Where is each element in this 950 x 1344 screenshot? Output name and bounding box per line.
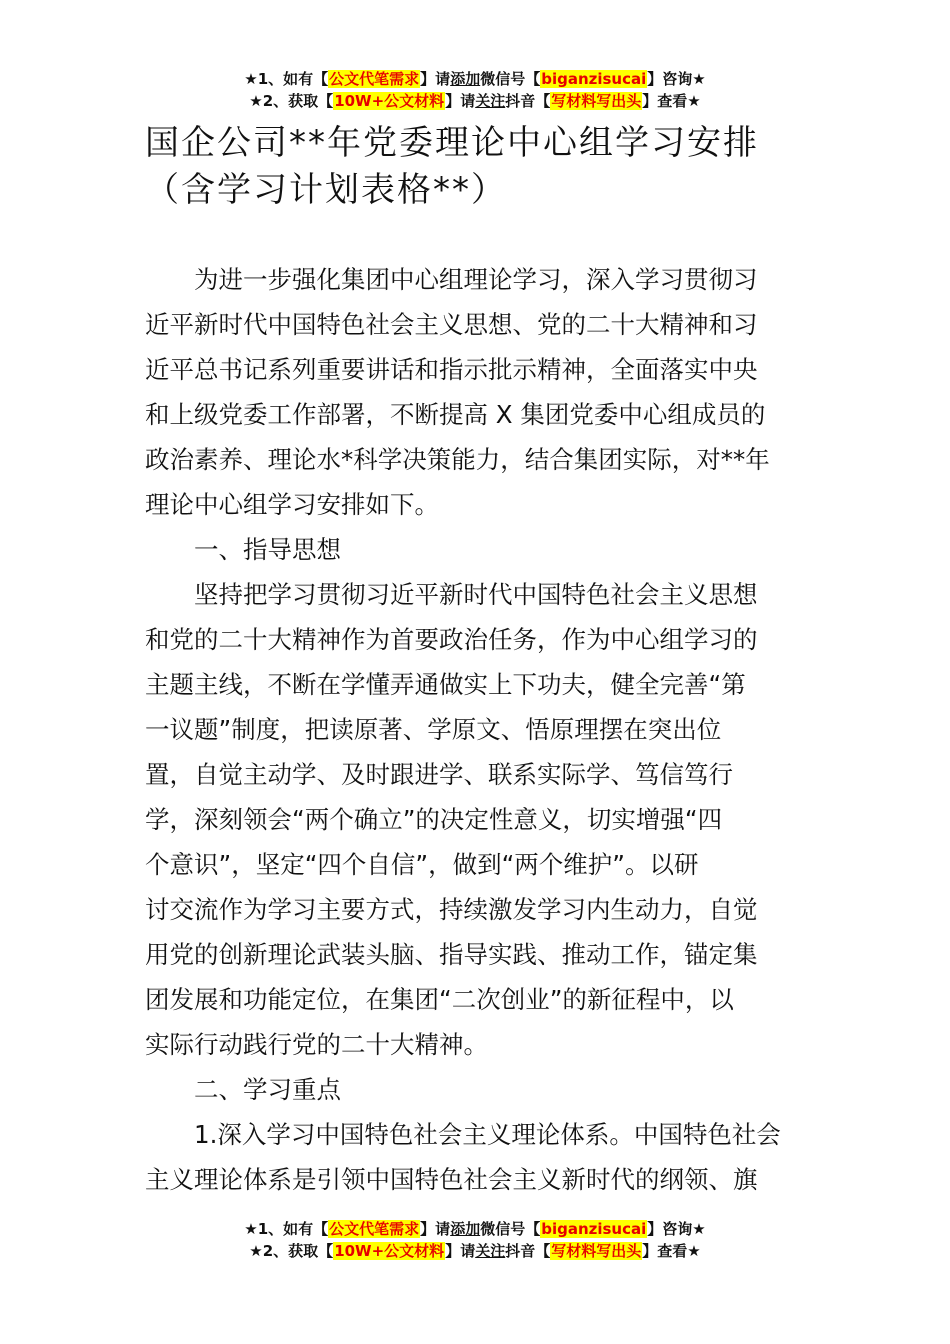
promo-line-1 — [0, 1218, 950, 1240]
promo-highlight: biganzisucai — [541, 1220, 647, 1238]
promo-underlined: 添加 — [450, 70, 481, 88]
paragraph-line: 坚持把学习贯彻习近平新时代中国特色社会主义思想 — [194, 580, 758, 609]
paragraph-line: 1.深入学习中国特色社会主义理论体系。中国特色社会 — [194, 1120, 781, 1149]
paragraph-line: 学，深刻领会“两个确立”的决定性意义，切实增强“四 — [145, 805, 723, 834]
promo-text: 抖音【 — [505, 92, 551, 110]
paragraph-line: 和党的二十大精神作为首要政治任务，作为中心组学习的 — [145, 625, 758, 654]
paragraph-line: 团发展和功能定位，在集团“二次创业”的新征程中，以 — [145, 985, 734, 1014]
promo-text: 】请 — [420, 1220, 451, 1238]
paragraph-line: 理论中心组学习安排如下。 — [145, 490, 439, 519]
promo-underlined: 关注 — [475, 1242, 506, 1260]
paragraph-line: 置，自觉主动学、及时跟进学、联系实际学、笃信笃行 — [145, 760, 733, 789]
promo-text: ★2、获取【 — [249, 92, 334, 110]
promo-banner-top — [0, 68, 950, 112]
paragraph-line: 一议题”制度，把读原著、学原文、悟原理摆在突出位 — [145, 715, 722, 744]
promo-text: 】咨询★ — [647, 70, 706, 88]
document-title — [145, 120, 825, 214]
promo-text: ★1、如有【 — [244, 70, 329, 88]
promo-highlight: 公文代笔需求 — [329, 70, 420, 88]
paragraph-line: 和上级党委工作部署，不断提高 X 集团党委中心组成员的 — [145, 400, 766, 429]
promo-highlight: 10W+公文材料 — [334, 92, 445, 110]
promo-text: 微信号【 — [480, 70, 541, 88]
promo-highlight: biganzisucai — [541, 70, 647, 88]
promo-text: 】请 — [445, 1242, 476, 1260]
paragraph-line: 主题主线，不断在学懂弄通做实上下功夫，健全完善“第 — [145, 670, 746, 699]
paragraph-line: 用党的创新理论武装头脑、指导实践、推动工作，锚定集 — [145, 940, 758, 969]
promo-line-2 — [0, 1240, 950, 1262]
promo-text: 抖音【 — [505, 1242, 551, 1260]
promo-text: 】请 — [445, 92, 476, 110]
promo-underlined: 关注 — [475, 92, 506, 110]
paragraph-line: 为进一步强化集团中心组理论学习，深入学习贯彻习 — [194, 265, 758, 294]
promo-line-1 — [0, 68, 950, 90]
promo-text: 】查看★ — [642, 92, 701, 110]
promo-underlined: 添加 — [450, 1220, 481, 1238]
paragraph-line: 讨交流作为学习主要方式，持续激发学习内生动力，自觉 — [145, 895, 758, 924]
paragraph-line: 主义理论体系是引领中国特色社会主义新时代的纲领、旗 — [145, 1165, 758, 1194]
paragraph-line: 实际行动践行党的二十大精神。 — [145, 1030, 488, 1059]
section-heading: 一、指导思想 — [194, 535, 341, 564]
promo-highlight: 写材料写出头 — [551, 92, 642, 110]
promo-text: 微信号【 — [480, 1220, 541, 1238]
promo-highlight: 写材料写出头 — [551, 1242, 642, 1260]
promo-highlight: 10W+公文材料 — [334, 1242, 445, 1260]
promo-text: 】请 — [420, 70, 451, 88]
title-line: （含学习计划表格**） — [145, 170, 507, 210]
section-heading: 二、学习重点 — [194, 1075, 341, 1104]
promo-line-2 — [0, 90, 950, 112]
promo-banner-bottom — [0, 1218, 950, 1262]
promo-text: ★2、获取【 — [249, 1242, 334, 1260]
promo-text: 】查看★ — [642, 1242, 701, 1260]
title-line: 国企公司**年党委理论中心组学习安排 — [145, 123, 759, 163]
promo-highlight: 公文代笔需求 — [329, 1220, 420, 1238]
paragraph-line: 个意识”，坚定“四个自信”，做到“两个维护”。以研 — [145, 850, 699, 879]
promo-text: ★1、如有【 — [244, 1220, 329, 1238]
promo-text: 】咨询★ — [647, 1220, 706, 1238]
paragraph-line: 近平新时代中国特色社会主义思想、党的二十大精神和习 — [145, 310, 758, 339]
document-body — [145, 257, 807, 1202]
paragraph-line: 政治素养、理论水*科学决策能力，结合集团实际，对**年 — [145, 445, 770, 474]
paragraph-line: 近平总书记系列重要讲话和指示批示精神，全面落实中央 — [145, 355, 758, 384]
